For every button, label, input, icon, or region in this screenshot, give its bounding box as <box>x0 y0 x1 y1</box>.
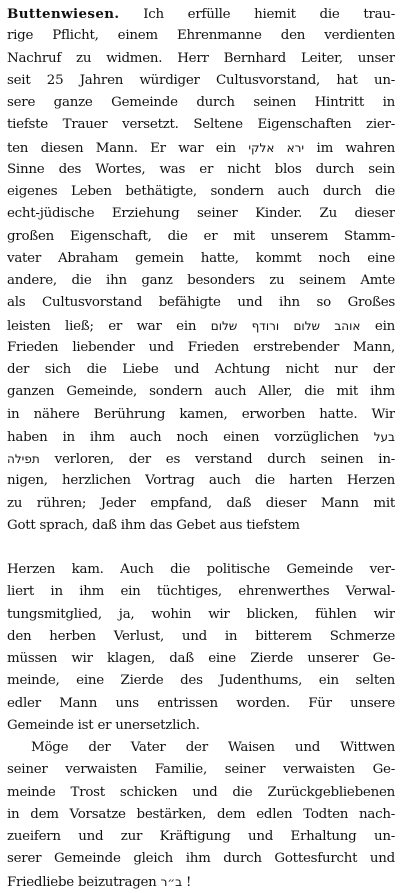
text-line-4: seit 25 Jahren würdiger Cultusvorstand, hat un- <box>7 72 395 88</box>
text-line-32: edler Mann uns entrissen worden. Für unsere <box>7 695 395 711</box>
text-line-6: tiefste Trauer versetzt. Seltene Eigenschaften zier- <box>7 117 395 133</box>
text-line-37: in dem Vorsatze bestärken, dem edlen Todten nach- <box>7 806 395 822</box>
hebrew-phrase: ירא אלקי <box>248 140 305 155</box>
paragraph-gap <box>7 537 395 559</box>
text-line-19: in nähere Berührung kamen, erworben hatte. Wir <box>7 406 395 422</box>
text-line-1 <box>7 3 395 25</box>
text-line-31: meinde, eine Zierde des Judenthums, ein selten <box>7 673 395 689</box>
text-line-11: großen Eigenschaft, die er mit unserem Stamm- <box>7 228 395 244</box>
text-line-2: rige Pflicht, einem Ehrenmanne den verdienten <box>7 28 395 44</box>
text-line-18: ganzen Gemeinde, sondern auch Aller, die mit ihm <box>7 384 395 400</box>
text-line-17: der sich die Liebe und Achtung nicht nur der <box>7 362 395 377</box>
headword: Buttenwiesen. <box>7 6 120 22</box>
text-line-1-body: Ich erfülle hiemit die trau- <box>143 7 395 22</box>
text-line-14: als Cultusvorstand befähigte und ihn so Großes <box>7 295 395 311</box>
text-line-23: zu rühren; Jeder empfand, daß dieser Mann mit <box>7 495 395 511</box>
text-line-38: zueifern und zur Kräftigung und Erhaltung un- <box>7 829 395 844</box>
text-line-15: leisten ließ; er war ein אוהב שלום ורודף שלום ein <box>7 318 395 334</box>
text-line-3: Nachruf zu widmen. Herr Bernhard Leiter, unser <box>7 50 395 66</box>
text-line-40: Friedliebe beizutragen ב״ר ! <box>7 874 192 890</box>
hebrew-phrase: ב״ר <box>160 874 183 889</box>
text-line-27: liert in ihm ein tüchtiges, ehrenwerthes Verwal- <box>7 584 395 600</box>
text-line-29: den herben Verlust, und in bitterem Schmerze <box>7 628 395 644</box>
text-line-28: tungsmitglied, ja, wohin wir blicken, fühlen wir <box>7 606 395 622</box>
text-line-26: Herzen kam. Auch die politische Gemeinde ver- <box>7 562 395 577</box>
text-line-30: müssen wir klagen, daß eine Zierde unserer Ge- <box>7 651 395 666</box>
text-line-7: ten diesen Mann. Er war ein ירא אלקי im wahren <box>7 140 395 156</box>
text-line-22: nigen, herzlichen Vortrag auch die harten Herzen <box>7 473 395 489</box>
hebrew-phrase: תפילה <box>7 452 40 466</box>
text-line-13: andere, die ihn ganz besonders zu seinem Amte <box>7 273 395 288</box>
text-line-21: תפילה verloren, der es verstand durch seinen in- <box>7 452 395 467</box>
text-line-34: Möge der Vater der Waisen und Wittwen <box>31 740 395 755</box>
text-line-24: Gott sprach, daß ihm das Gebet aus tiefstem <box>7 517 300 533</box>
text-line-33: Gemeinde ist er unersetzlich. <box>7 717 200 733</box>
text-line-12: vater Abraham gemein hatte, kommt noch eine <box>7 250 395 266</box>
text-line-10: echt-jüdische Erziehung seiner Kinder. Zu dieser <box>7 206 395 222</box>
text-line-35: seiner verwaisten Familie, seiner verwaisten Ge- <box>7 762 395 778</box>
text-line-8: Sinne des Wortes, was er nicht blos durch sein <box>7 161 395 177</box>
text-line-9: eigenes Leben bethätigte, sondern auch durch die <box>7 184 395 199</box>
text-line-5: sere ganze Gemeinde durch seinen Hintritt in <box>7 95 395 110</box>
hebrew-phrase: בעל <box>373 429 395 444</box>
text-line-39: serer Gemeinde gleich ihm durch Gottesfurcht und <box>7 851 395 867</box>
text-line-16: Frieden liebender und Frieden erstrebender Mann, <box>7 339 395 355</box>
hebrew-phrase: אוהב שלום ורודף שלום <box>210 318 361 333</box>
text-line-36: meinde Trost schicken und die Zurückgebliebenen <box>7 784 395 800</box>
text-line-20: haben in ihm auch noch einen vorzüglichen בעל <box>7 429 395 445</box>
